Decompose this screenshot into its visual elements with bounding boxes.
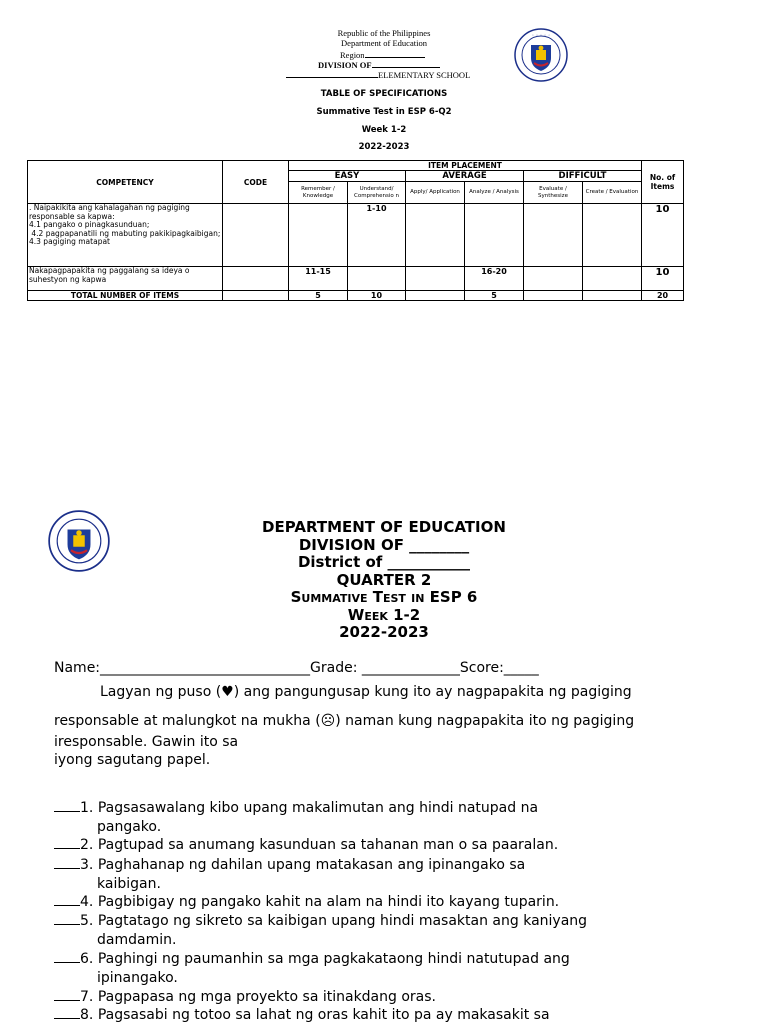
tos-year: 2022-2023 <box>358 142 410 152</box>
answer-blank[interactable] <box>54 988 80 1001</box>
item-cell <box>289 204 348 267</box>
list-item: 5. Pagtatago ng sikreto sa kaibigan upang hindi masaktan ang kaniyang damdamin. <box>54 912 587 949</box>
page2-quarter: QUARTER 2 <box>336 571 432 589</box>
total-cell <box>583 291 642 301</box>
item-cell <box>406 267 465 291</box>
col-code: CODE <box>223 161 289 204</box>
level-remember: Remember / Knowledge <box>289 182 348 204</box>
list-item: 2. Pagtupad sa anumang kasunduan sa tahanan man o sa paaralan. <box>54 836 558 855</box>
page2-district: District of ___________ <box>297 553 471 571</box>
tos-title: TABLE OF SPECIFICATIONS <box>320 89 448 99</box>
total-cell: 5 <box>289 291 348 301</box>
item-cell <box>583 204 642 267</box>
item-cell <box>583 267 642 291</box>
header-region: Region <box>340 49 425 60</box>
total-cell: 10 <box>348 291 406 301</box>
instruction-line-3: iresponsable. Gawin ito sa <box>54 734 239 750</box>
code-cell <box>223 204 289 267</box>
item-cell <box>524 267 583 291</box>
code-cell <box>223 267 289 291</box>
competency-cell: . Naipakikita ang kahalagahan ng pagiging responsable sa kapwa: 4.1 pangako o pinagkasunduan; 4.2 pagpapanatili ng mabuting pakikipagkaibigan; 4.3 pagiging matapat <box>28 204 223 267</box>
page2-year: 2022-2023 <box>339 623 429 641</box>
list-item: 1. Pagsasawalang kibo upang makalimutan ang hindi natupad na pangako. <box>54 799 538 836</box>
group-easy: EASY <box>289 171 406 182</box>
item-cell <box>406 204 465 267</box>
header-division: DIVISION OF <box>318 59 440 70</box>
code-cell <box>223 291 289 301</box>
total-row <box>28 291 684 301</box>
group-difficult: DIFFICULT <box>524 171 642 182</box>
list-item: 4. Pagbibigay ng pangako kahit na alam na hindi ito kayang tuparin. <box>54 893 559 912</box>
item-cell: 1-10 <box>348 204 406 267</box>
answer-blank[interactable] <box>54 856 80 869</box>
item-cell <box>524 204 583 267</box>
items-count-cell: 10 <box>642 267 684 291</box>
total-items-cell: 20 <box>642 291 684 301</box>
total-label: TOTAL NUMBER OF ITEMS <box>28 291 223 301</box>
page2-test: Summative Test in ESP 6 <box>290 588 478 606</box>
items-count-cell: 10 <box>642 204 684 267</box>
header-school: ELEMENTARY SCHOOL <box>286 69 470 80</box>
header-department: Department of Education <box>341 38 427 48</box>
table-row <box>28 267 684 291</box>
deped-seal-icon <box>514 28 568 82</box>
level-evaluate: Evaluate / Synthesize <box>524 182 583 204</box>
item-cell <box>348 267 406 291</box>
tos-subtitle: Summative Test in ESP 6-Q2 <box>316 107 452 117</box>
list-item: 3. Paghahanap ng dahilan upang matakasan ang ipinangako sa kaibigan. <box>54 856 525 893</box>
answer-blank[interactable] <box>54 836 80 849</box>
item-cell: 11-15 <box>289 267 348 291</box>
col-competency: COMPETENCY <box>28 161 223 204</box>
total-cell <box>406 291 465 301</box>
instruction-line-4: iyong sagutang papel. <box>54 752 211 768</box>
list-item: 8. Pagsasabi ng totoo sa lahat ng oras kahit ito pa ay makasakit sa <box>54 1006 550 1025</box>
page2-dept: DEPARTMENT OF EDUCATION <box>262 518 506 536</box>
table-row <box>28 204 684 267</box>
page2-week: Week 1-2 <box>347 606 421 624</box>
answer-blank[interactable] <box>54 1006 80 1019</box>
total-cell <box>524 291 583 301</box>
list-item: 6. Paghingi ng paumanhin sa mga pagkakataong hindi natutupad ang ipinangako. <box>54 950 570 987</box>
page2-division: DIVISION OF ________ <box>298 536 470 554</box>
instruction-line-1: Lagyan ng puso (♥) ang pangungusap kung ito ay nagpapakita ng pagiging <box>100 684 632 700</box>
tos-week: Week 1-2 <box>361 125 407 135</box>
item-cell <box>465 204 524 267</box>
level-analyze: Analyze / Analysis <box>465 182 524 204</box>
list-item: 7. Pagpapasa ng mga proyekto sa itinakdang oras. <box>54 988 436 1007</box>
competency-cell: Nakapagpapakita ng paggalang sa ideya o suhestyon ng kapwa <box>28 267 223 291</box>
answer-blank[interactable] <box>54 950 80 963</box>
instruction-line-2: responsable at malungkot na mukha (☹) naman kung nagpapakita ito ng pagiging <box>54 713 635 729</box>
level-understand: Understand/ Comprehensio n <box>348 182 406 204</box>
col-item-placement: ITEM PLACEMENT <box>289 161 642 171</box>
group-average: AVERAGE <box>406 171 524 182</box>
answer-blank[interactable] <box>54 912 80 925</box>
answer-blank[interactable] <box>54 893 80 906</box>
header-republic: Republic of the Philippines <box>337 28 431 38</box>
total-cell: 5 <box>465 291 524 301</box>
name-grade-score-line: Name:______________________________Grade: ______________Score:_____ <box>54 660 539 676</box>
answer-blank[interactable] <box>54 799 80 812</box>
col-no-items: No. of Items <box>642 161 684 204</box>
item-cell: 16-20 <box>465 267 524 291</box>
specification-table <box>27 160 684 301</box>
level-apply: Apply/ Application <box>406 182 465 204</box>
svg-text:◦ ◦ ◦ ◦ ◦: ◦ ◦ ◦ ◦ ◦ <box>531 34 551 39</box>
level-create: Create / Evaluation <box>583 182 642 204</box>
